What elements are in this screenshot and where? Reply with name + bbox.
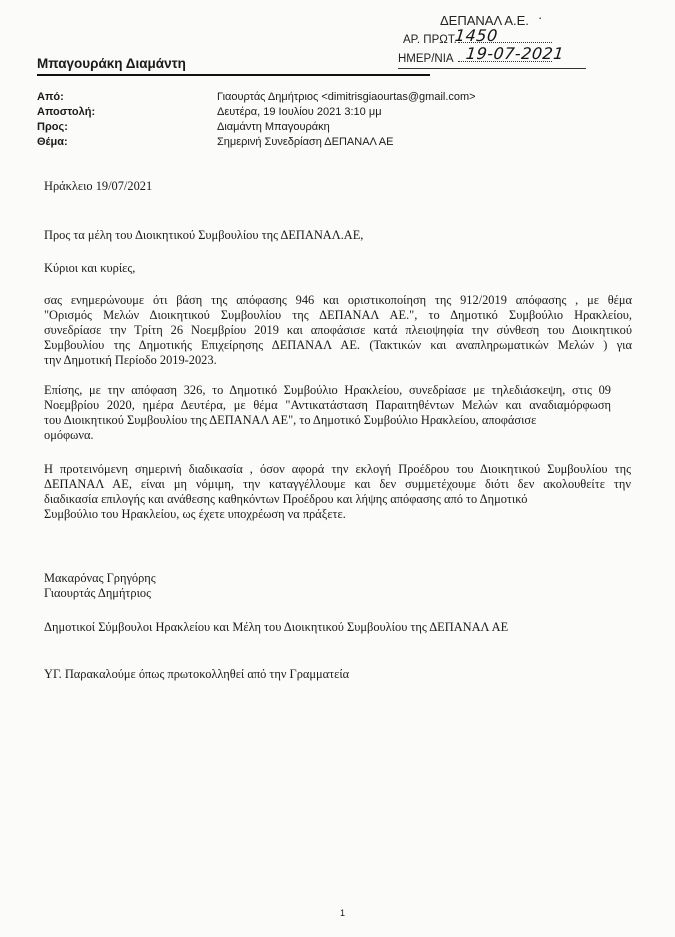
page-number: 1 bbox=[340, 908, 346, 918]
email-subject-label: Θέμα: bbox=[37, 136, 68, 148]
stamp-protocol-number: 1450 bbox=[454, 26, 499, 45]
stamp-protocol-label: ΑΡ. ΠΡΩΤ. bbox=[403, 34, 457, 46]
greeting: Κύριοι και κυρίες, bbox=[44, 261, 136, 275]
paragraph-line: Επίσης, με την απόφαση 326, το Δημοτικό Συμβούλιο Ηρακλείου, συνεδρίασε με τηλεδιάσκεψη, στις 09 bbox=[44, 383, 611, 397]
email-from-label: Από: bbox=[37, 91, 64, 103]
paragraph-line: Νοεμβρίου 2020, ημέρα Δευτέρα, με θέμα "Αντικατάσταση Παραιτηθέντων Μελών και αναδιαμόρφωση bbox=[44, 398, 611, 412]
place-date: Ηράκλειο 19/07/2021 bbox=[44, 179, 153, 193]
stamp-organization: ΔΕΠΑΝΑΛ Α.Ε. bbox=[440, 13, 529, 28]
stamp-underline bbox=[398, 68, 586, 69]
signatory-name: Μακαρόνας Γρηγόρης bbox=[44, 571, 156, 585]
paragraph-3 bbox=[44, 462, 631, 522]
email-sent-label: Αποστολή: bbox=[37, 106, 96, 118]
postscript: ΥΓ. Παρακαλούμε όπως πρωτοκολληθεί από την Γραμματεία bbox=[44, 667, 350, 681]
paragraph-2 bbox=[44, 383, 611, 443]
paragraph-line: Συμβουλίου της Δημοτικής Επιχείρησης ΔΕΠΑΝΑΛ ΑΕ. (Τακτικών και αναπληρωματικών Μελών ) για bbox=[44, 338, 632, 352]
stamp-date-label: ΗΜΕΡ/ΝΙΑ bbox=[398, 53, 454, 65]
addressee-line: Προς τα μέλη του Διοικητικού Συμβουλίου της ΔΕΠΑΝΑΛ.ΑΕ, bbox=[44, 228, 364, 242]
signatories bbox=[44, 571, 156, 601]
stamp-date-value: 19-07-2021 bbox=[465, 44, 565, 63]
recipient-name: Μπαγουράκη Διαμάντη bbox=[37, 56, 186, 71]
paragraph-line: Συμβούλιο του Ηρακλείου, ως έχετε υποχρέωση να πράξετε. bbox=[44, 507, 346, 521]
paragraph-line: διαδικασία επιλογής και ανάθεσης καθηκόντων Προέδρου και λήψης απόφασης από το Δημοτικό bbox=[44, 492, 528, 506]
paragraph-1 bbox=[44, 293, 632, 368]
protocol-stamp bbox=[398, 10, 628, 72]
paragraph-line: την Δημοτική Περίοδο 2019-2023. bbox=[44, 353, 217, 367]
email-subject-value: Σημερινή Συνεδρίαση ΔΕΠΑΝΑΛ ΑΕ bbox=[217, 136, 394, 148]
paragraph-line: του Διοικητικού Συμβουλίου της ΔΕΠΑΝΑΛ ΑΕ", το Δημοτικό Συμβούλιο Ηρακλείου, αποφάσισε bbox=[44, 413, 537, 427]
stamp-mark: · bbox=[538, 10, 543, 25]
email-sent-value: Δευτέρα, 19 Ιουλίου 2021 3:10 μμ bbox=[217, 106, 382, 118]
email-to-value: Διαμάντη Μπαγουράκη bbox=[217, 121, 330, 133]
paragraph-line: Η προτεινόμενη σημερινή διαδικασία , όσον αφορά την εκλογή Προέδρου του Διοικητικού Συμβουλίου της bbox=[44, 462, 631, 476]
paragraph-line: συνεδρίασε την Τρίτη 26 Νοεμβρίου 2019 και αποφάσισε κατά πλειοψηφία την σύνθεση του Διοικητικού bbox=[44, 323, 632, 337]
header-divider bbox=[37, 74, 430, 76]
paragraph-line: ομόφωνα. bbox=[44, 428, 94, 442]
signatory-title: Δημοτικοί Σύμβουλοι Ηρακλείου και Μέλη του Διοικητικού Συμβουλίου της ΔΕΠΑΝΑΛ ΑΕ bbox=[44, 620, 509, 634]
email-from-value: Γιαουρτάς Δημήτριος <dimitrisgiaourtas@gmail.com> bbox=[217, 91, 476, 103]
paragraph-line: ΔΕΠΑΝΑΛ ΑΕ, είναι μη νόμιμη, την καταγγέλλουμε και δεν συμμετέχουμε διότι δεν ακολουθείτε την bbox=[44, 477, 631, 491]
email-to-label: Προς: bbox=[37, 121, 68, 133]
signatory-name: Γιαουρτάς Δημήτριος bbox=[44, 586, 152, 600]
paragraph-line: σας ενημερώνουμε ότι βάση της απόφασης 946 και οριστικοποίηση της 912/2019 απόφασης , με θέμα bbox=[44, 293, 632, 307]
paragraph-line: "Ορισμός Μελών Διοικητικού Συμβουλίου της ΔΕΠΑΝΑΛ ΑΕ.", το Δημοτικό Συμβούλιο Ηρακλείου, bbox=[44, 308, 632, 322]
